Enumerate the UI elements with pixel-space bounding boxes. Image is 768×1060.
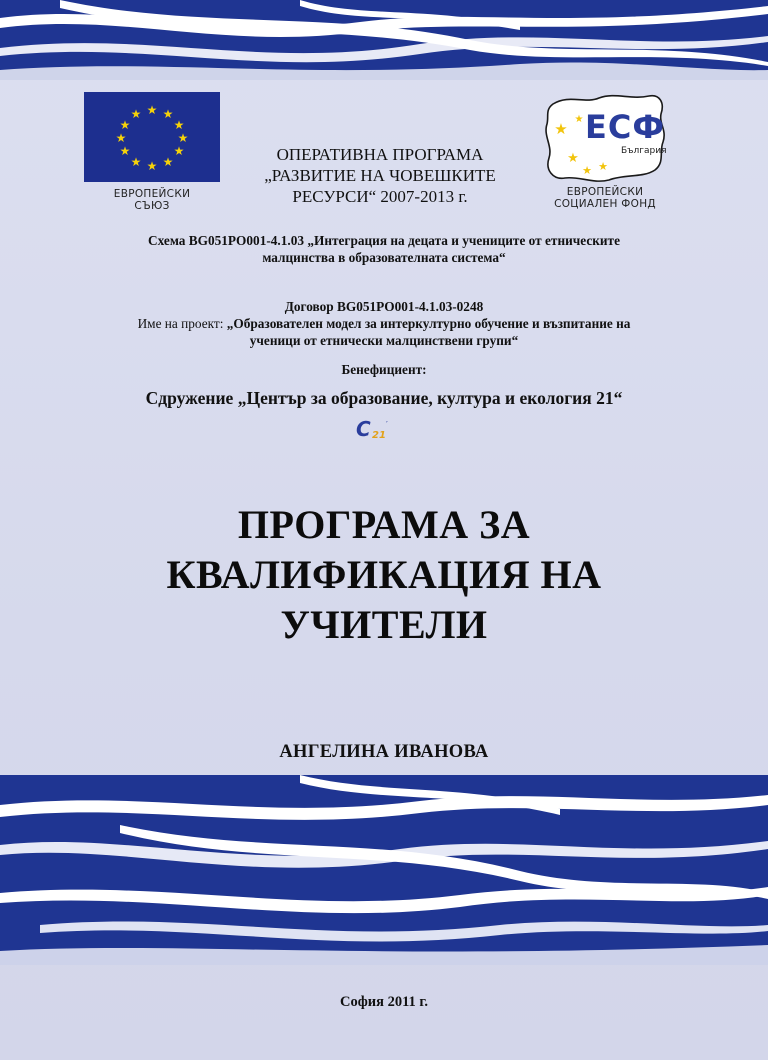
svg-text:★: ★	[173, 118, 185, 132]
svg-text:★: ★	[598, 160, 608, 173]
beneficiary-label: Бенефициент:	[341, 362, 427, 377]
svg-text:★: ★	[119, 118, 131, 132]
svg-text:★: ★	[554, 120, 568, 138]
bottom-wave-band	[0, 775, 768, 965]
author-name: АНГЕЛИНА ИВАНОВА	[279, 742, 489, 762]
bulgaria-map-icon	[539, 90, 671, 186]
top-wave-pattern	[0, 0, 768, 80]
eu-caption-line1: ЕВРОПЕЙСКИ	[113, 188, 191, 200]
svg-text:★: ★	[162, 155, 174, 169]
svg-text:★: ★	[119, 144, 131, 158]
svg-text:★: ★	[574, 114, 584, 125]
svg-text:★: ★	[130, 107, 142, 121]
project-name-line2: ученици от етнически малцинствени групи“	[249, 333, 519, 348]
svg-text:′: ′	[386, 420, 388, 429]
eu-logo	[84, 92, 220, 212]
contract-block	[60, 298, 708, 349]
esf-logo	[530, 90, 680, 210]
title-line2: КВАЛИФИКАЦИЯ НА	[166, 552, 602, 597]
project-name-part1: „Образователен модел за интеркултурно обучение и възпитание на	[226, 316, 631, 331]
programme-line3: РЕСУРСИ“ 2007-2013 г.	[292, 187, 468, 206]
project-name-line1	[60, 315, 708, 332]
title-line3: УЧИТЕЛИ	[280, 602, 488, 647]
svg-text:★: ★	[173, 144, 185, 158]
esf-caption-line1: ЕВРОПЕЙСКИ	[566, 186, 644, 198]
svg-text:★: ★	[146, 103, 158, 117]
esf-caption	[530, 186, 680, 210]
svg-text:21: 21	[372, 430, 386, 441]
imprint: София 2011 г.	[340, 994, 428, 1010]
svg-text:★: ★	[130, 155, 142, 169]
programme-line1: ОПЕРАТИВНА ПРОГРАМА	[276, 145, 484, 164]
operational-programme-title	[232, 144, 528, 207]
eu-caption	[84, 188, 220, 212]
scheme-line2: малцинства в образователната система“	[262, 250, 506, 265]
esf-country: България	[621, 146, 667, 156]
top-wave-band	[0, 0, 768, 80]
programme-line2: „РАЗВИТИЕ НА ЧОВЕШКИТЕ	[264, 166, 496, 185]
svg-text:★: ★	[567, 151, 579, 166]
svg-text:★: ★	[177, 131, 189, 145]
book-title	[80, 500, 688, 650]
esf-letters: ЕСФ	[585, 108, 666, 146]
project-label: Име на проект:	[137, 316, 227, 331]
bottom-wave-pattern	[0, 775, 768, 965]
svg-text:★: ★	[115, 131, 127, 145]
title-line1: ПРОГРАМА ЗА	[237, 502, 531, 547]
organization-name: Сдружение „Център за образование, култура и екология 21“	[145, 388, 623, 408]
esf-caption-line2: СОЦИАЛЕН ФОНД	[554, 198, 656, 210]
eu-caption-line2: СЪЮЗ	[134, 200, 170, 212]
svg-text:★: ★	[162, 107, 174, 121]
c21-logo-icon	[352, 417, 400, 441]
scheme-text	[70, 232, 698, 266]
contract-number: Договор BG051PO001-4.1.03-0248	[284, 299, 484, 314]
svg-text:★: ★	[146, 159, 158, 173]
svg-text:C: C	[356, 417, 371, 441]
scheme-line1: Схема BG051PO001-4.1.03 „Интеграция на децата и учениците от етническите	[148, 233, 620, 248]
eu-flag-icon	[84, 92, 220, 182]
svg-text:★: ★	[582, 164, 592, 177]
